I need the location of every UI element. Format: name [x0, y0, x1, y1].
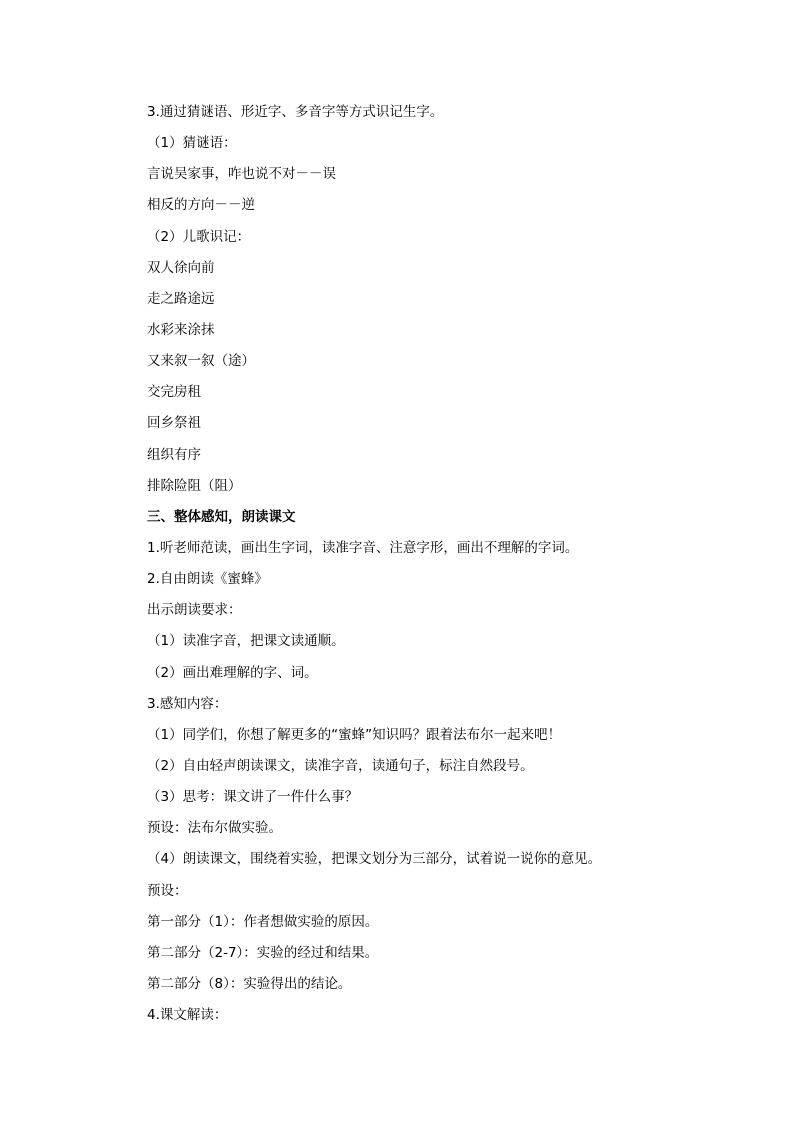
text-line: 4.课文解读： [147, 1007, 228, 1024]
text-line: 预设：法布尔做实验。 [147, 820, 282, 837]
text-line: 回乡祭祖 [147, 415, 201, 432]
text-line: （1）读准字音，把课文读通顺。 [147, 633, 345, 650]
text-line: 预设： [147, 882, 188, 899]
text-line: （1）猜谜语： [147, 135, 237, 152]
text-line: 言说吴家事，咋也说不对－－误 [147, 166, 336, 183]
text-line: 双人徐向前 [147, 259, 215, 276]
text-line: （4）朗读课文，围绕着实验，把课文划分为三部分，试着说一说你的意见。 [147, 851, 602, 868]
section-heading: 三、整体感知，朗读课文 [147, 508, 296, 525]
text-line: 又来叙一叙（途） [147, 353, 255, 370]
text-line: 1.听老师范读，画出生字词，读准字音、注意字形，画出不理解的字词。 [147, 539, 579, 556]
text-line: （2）儿歌识记： [147, 228, 251, 245]
text-line: 水彩来涂抹 [147, 321, 215, 338]
text-line: 交完房租 [147, 384, 201, 401]
text-line: 第二部分（8）：实验得出的结论。 [147, 975, 352, 992]
text-line: 走之路途远 [147, 290, 215, 307]
text-line: 排除险阻（阻） [147, 477, 242, 494]
text-line: （1）同学们，你想了解更多的“蜜蜂”知识吗？跟着法布尔一起来吧！ [147, 726, 562, 743]
text-line: 第二部分（2-7）：实验的经过和结果。 [147, 944, 379, 961]
text-line: 3.感知内容： [147, 695, 228, 712]
text-line: 出示朗读要求： [147, 602, 242, 619]
text-line: 组织有序 [147, 446, 201, 463]
document-body [147, 101, 667, 1035]
text-line: （2）画出难理解的字、词。 [147, 664, 318, 681]
text-line: （2）自由轻声朗读课文，读准字音，读通句子，标注自然段号。 [147, 757, 534, 774]
text-line: 2.自由朗读《蜜蜂》 [147, 571, 268, 588]
text-line: 第一部分（1）：作者想做实验的原因。 [147, 913, 379, 930]
text-line: 相反的方向－－逆 [147, 197, 255, 214]
text-line: 3.通过猜谜语、形近字、多音字等方式识记生字。 [147, 104, 444, 120]
text-line: （3）思考：课文讲了一件什么事？ [147, 789, 359, 806]
